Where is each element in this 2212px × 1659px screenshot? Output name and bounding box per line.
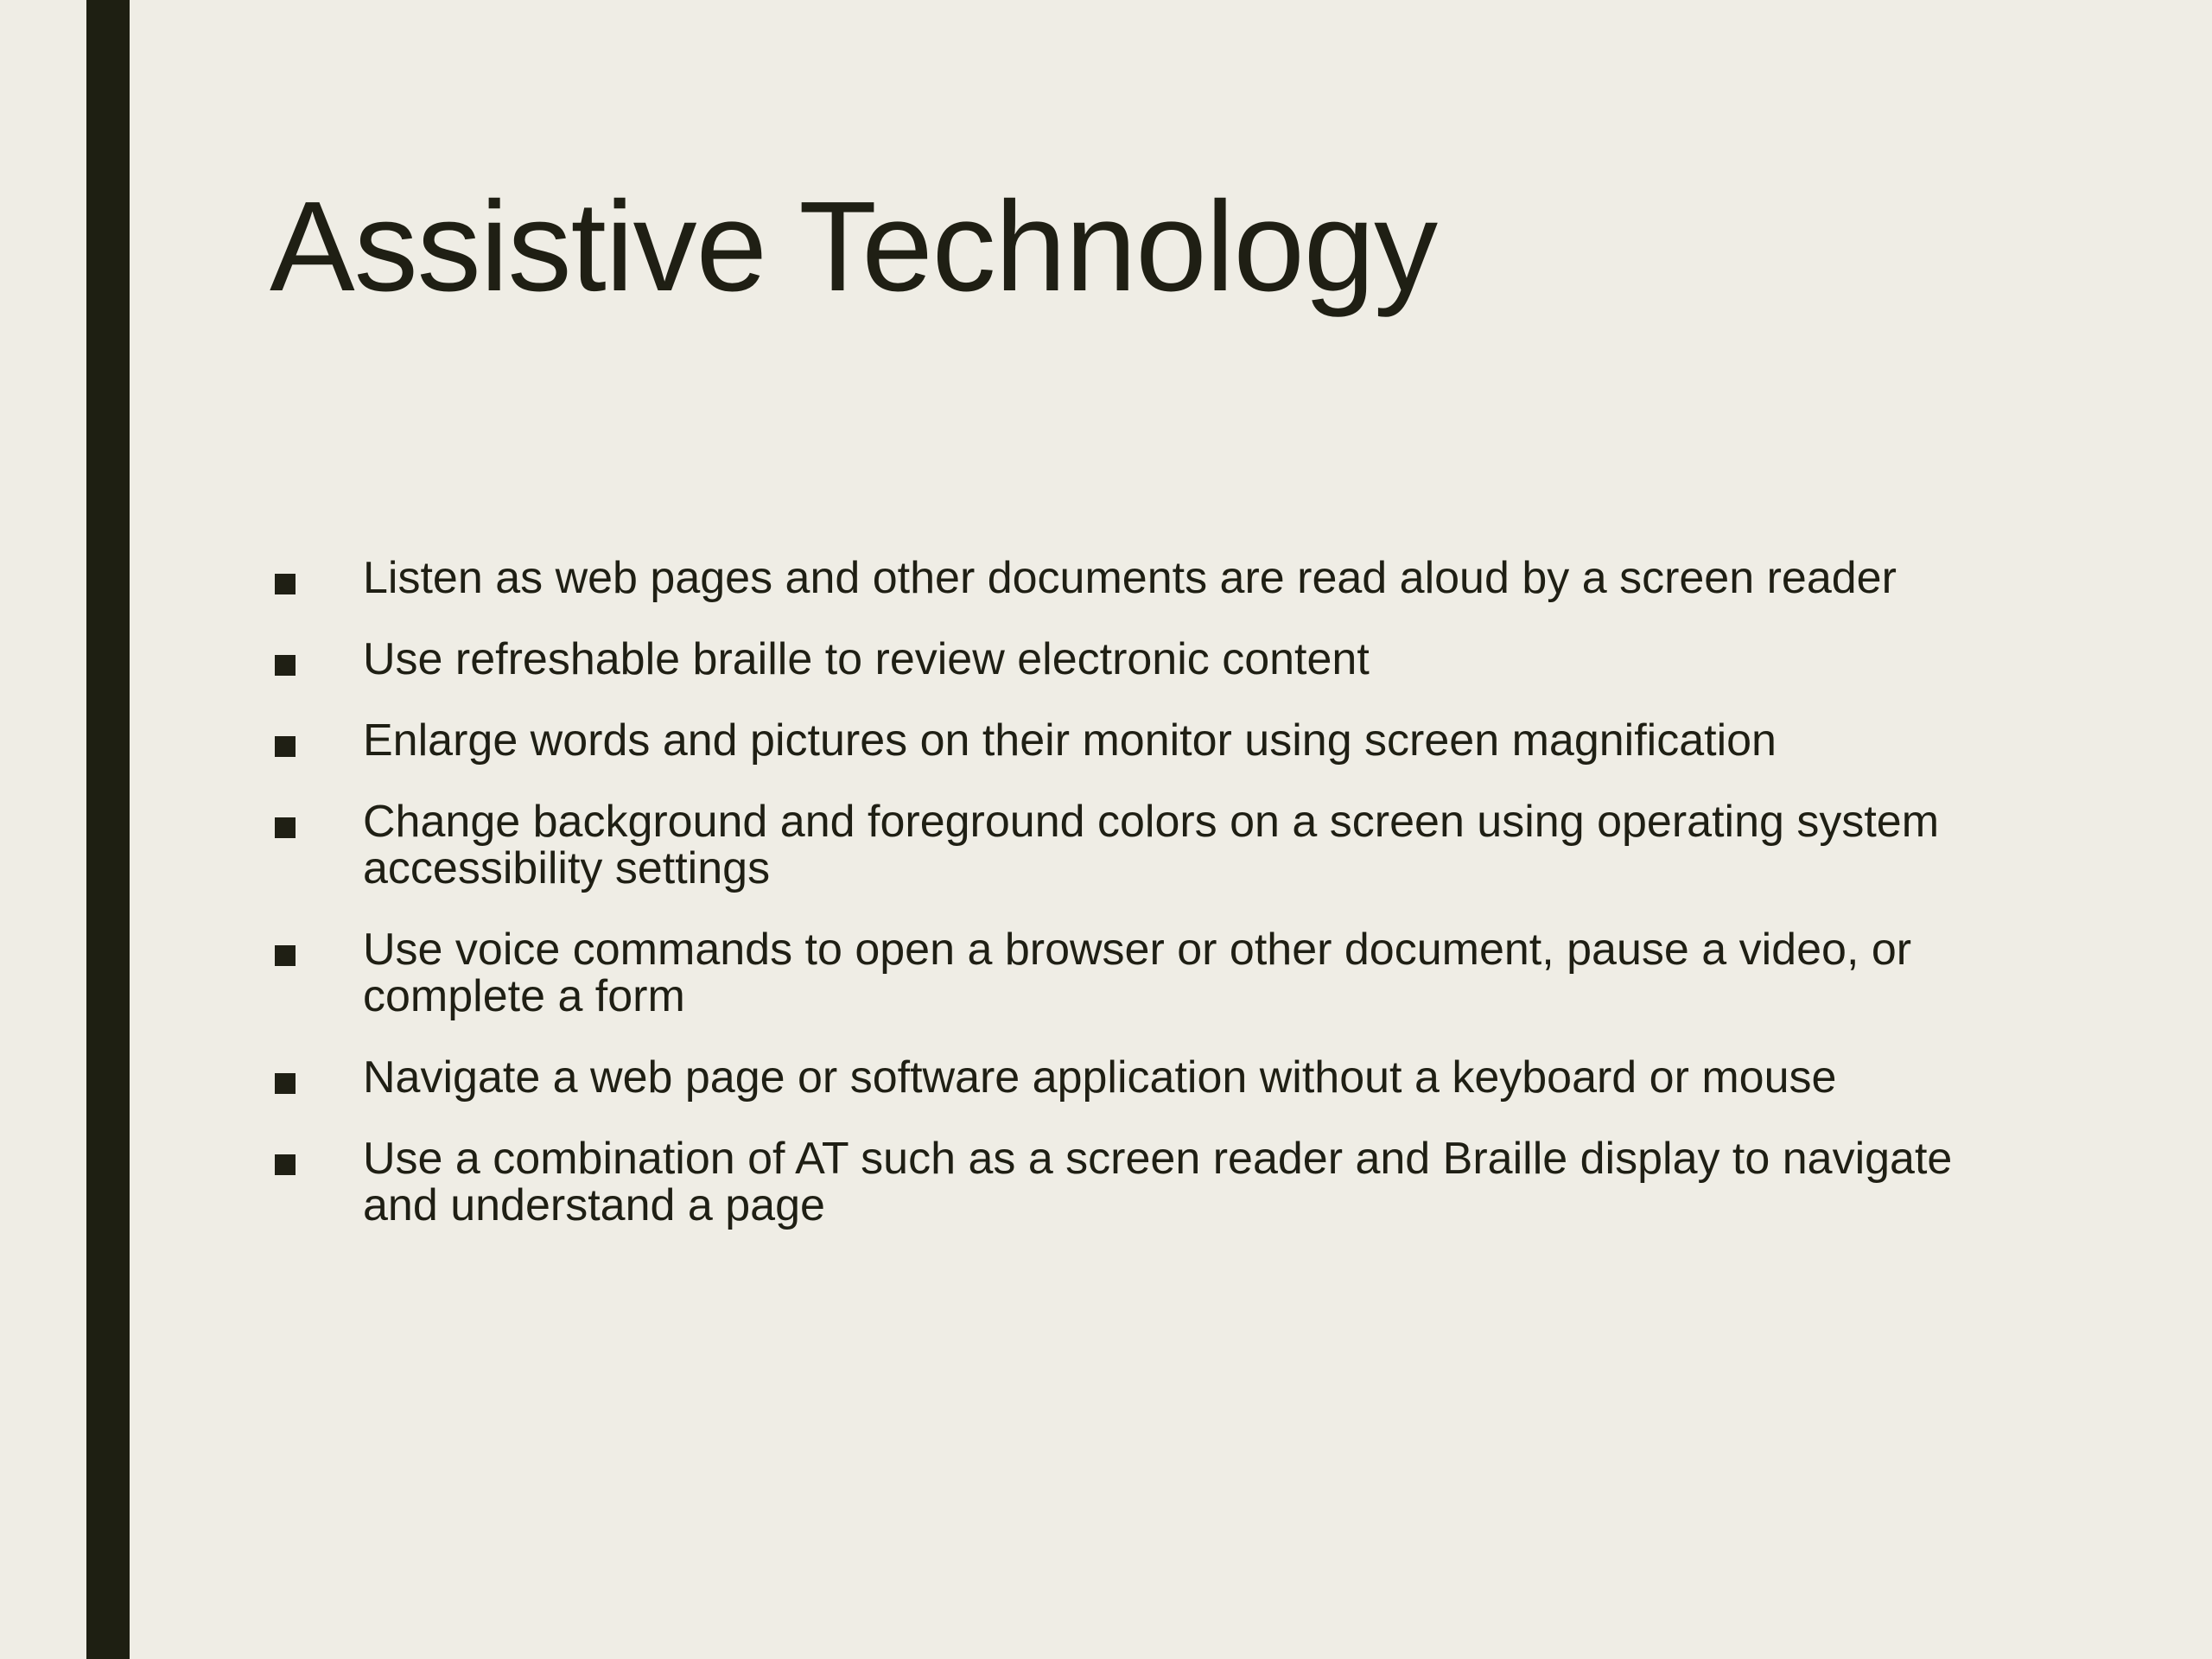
- bullet-text: Change background and foreground colors on a screen using operating system accessibility settings: [363, 797, 1940, 893]
- bullet-text: Listen as web pages and other documents are read aloud by a screen reader: [363, 553, 1897, 603]
- bullet-item: [270, 1054, 1963, 1101]
- square-bullet-icon: [275, 574, 296, 594]
- bullet-item: [270, 1135, 1963, 1229]
- bullet-text: Use refreshable braille to review electronic content: [363, 634, 1370, 684]
- left-accent-bar: [86, 0, 130, 1659]
- bullet-item: [270, 717, 1963, 764]
- square-bullet-icon: [275, 817, 296, 838]
- bullet-item: [270, 636, 1963, 683]
- square-bullet-icon: [275, 945, 296, 966]
- bullet-text: Navigate a web page or software application without a keyboard or mouse: [363, 1052, 1837, 1103]
- bullet-text: Use a combination of AT such as a screen reader and Braille display to navigate and understand a page: [363, 1134, 1953, 1230]
- bullet-item: [270, 555, 1963, 601]
- square-bullet-icon: [275, 1073, 296, 1094]
- square-bullet-icon: [275, 1154, 296, 1175]
- bullet-text: Enlarge words and pictures on their monitor using screen magnification: [363, 715, 1777, 766]
- bullet-item: [270, 926, 1963, 1020]
- bullet-item: [270, 798, 1963, 892]
- bullet-text: Use voice commands to open a browser or other document, pause a video, or complete a form: [363, 925, 1912, 1021]
- square-bullet-icon: [275, 655, 296, 676]
- slide-title: Assistive Technology: [270, 175, 1438, 318]
- square-bullet-icon: [275, 736, 296, 757]
- bullet-list: [270, 555, 1963, 1263]
